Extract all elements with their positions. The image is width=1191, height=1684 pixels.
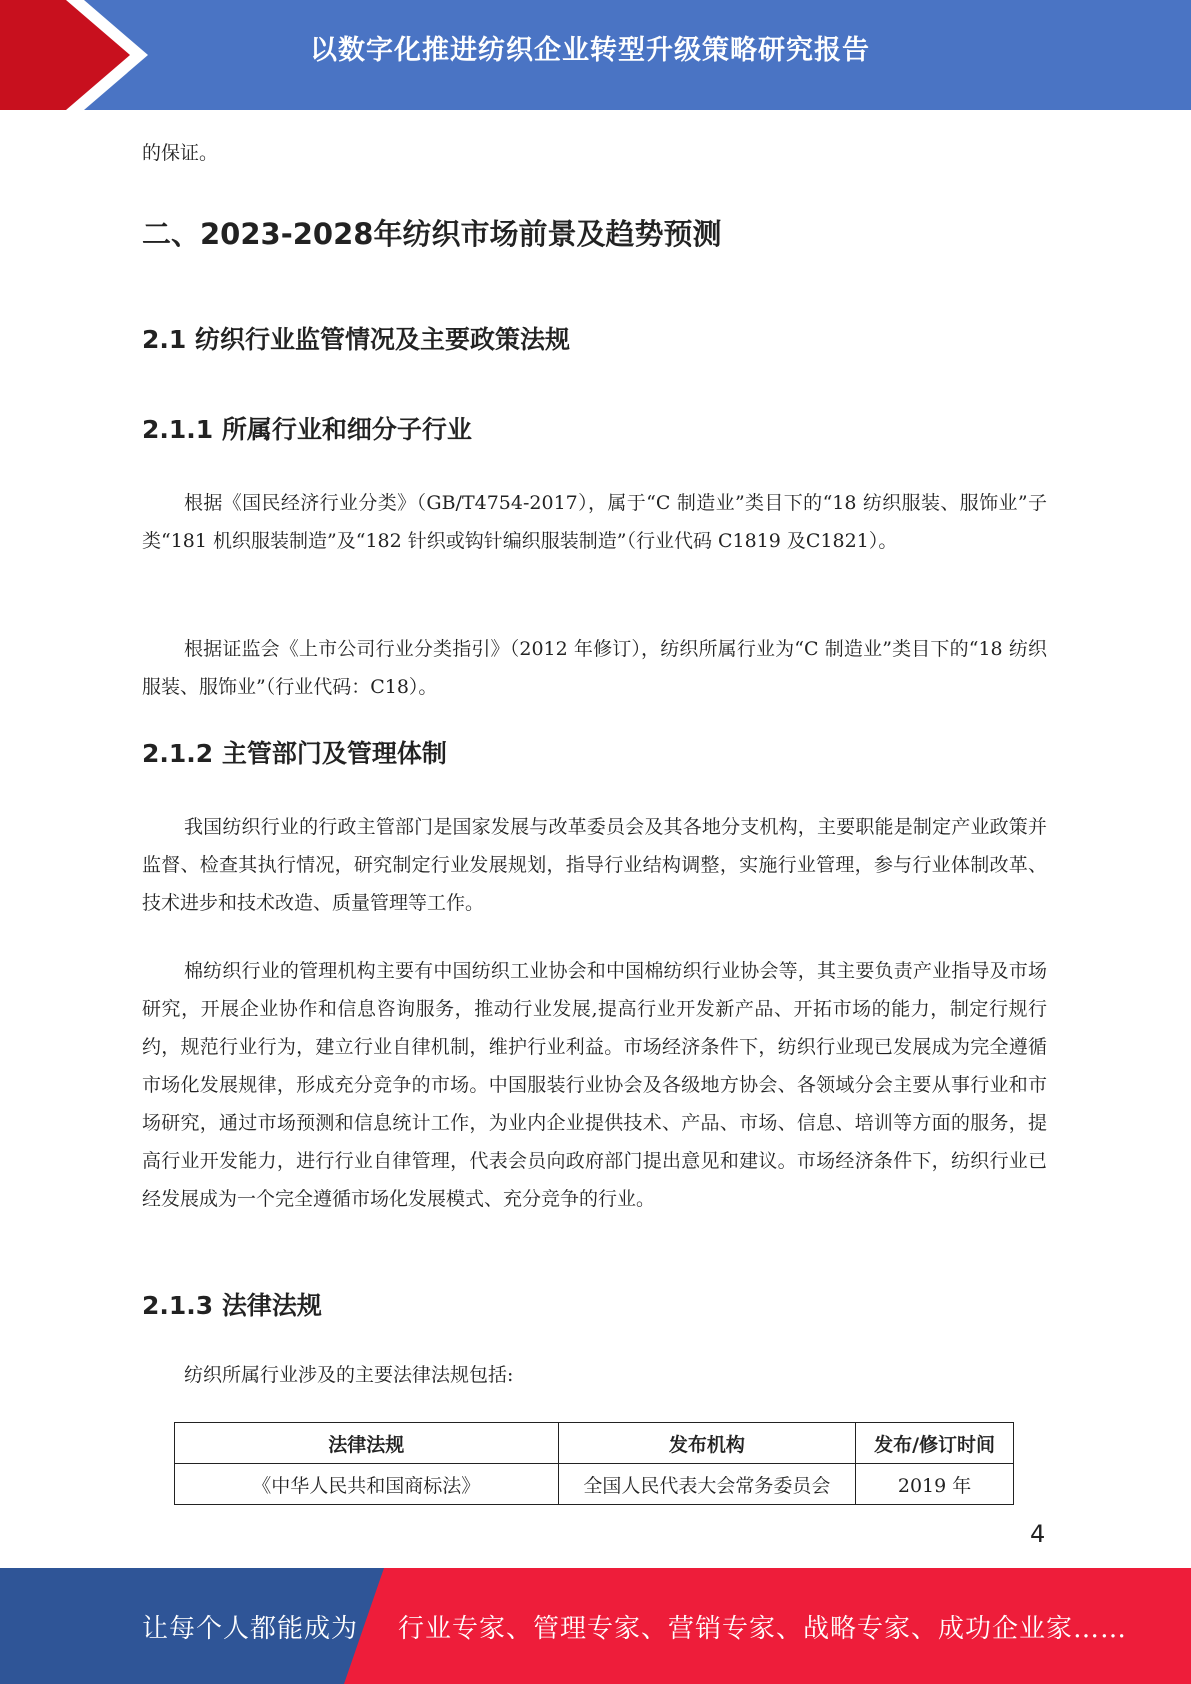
table-header-law: 法律法规 — [175, 1423, 559, 1464]
continuation-text: 的保证。 — [142, 142, 219, 164]
subsection-heading-2-1-3: 2.1.3 法律法规 — [142, 1291, 322, 1320]
footer-slogan-left: 让每个人都能成为 — [142, 1614, 359, 1644]
paragraph-laws-intro: 纺织所属行业涉及的主要法律法规包括: — [184, 1364, 514, 1386]
table-cell-date: 2019 年 — [856, 1464, 1014, 1505]
table-header-row — [175, 1423, 1014, 1464]
subsection-heading-2-1: 2.1 纺织行业监管情况及主要政策法规 — [142, 325, 570, 354]
table-header-issuer: 发布机构 — [558, 1423, 856, 1464]
laws-table — [174, 1422, 1014, 1505]
footer-slogan-right: 行业专家、管理专家、营销专家、战略专家、成功企业家…… — [398, 1614, 1128, 1644]
section-heading: 二、2023-2028年纺织市场前景及趋势预测 — [142, 217, 722, 251]
paragraph-industry-associations: 棉纺织行业的管理机构主要有中国纺织工业协会和中国棉纺织行业协会等，其主要负责产业指导及市场研究，开展企业协作和信息咨询服务，推动行业发展,提高行业开发新产品、开拓市场的能力，制定行规行约，规范行业行为，建立行业自律机制，维护行业利益。市场经济条件下，纺织行业现已发展成为完全遵循市场化发展规律，形成充分竞争的市场。中国服装行业协会及各级地方协会、各领域分会主要从事行业和市场研究，通过市场预测和信息统计工作，为业内企业提供技术、产品、市场、信息、培训等方面的服务，提高行业开发能力，进行行业自律管理，代表会员向政府部门提出意见和建议。市场经济条件下，纺织行业已经发展成为一个完全遵循市场化发展模式、充分竞争的行业。 — [142, 960, 1047, 1210]
table-row — [175, 1464, 1014, 1505]
subsection-heading-2-1-2: 2.1.2 主管部门及管理体制 — [142, 739, 447, 768]
table-cell-issuer: 全国人民代表大会常务委员会 — [558, 1464, 856, 1505]
page-header — [0, 0, 1191, 110]
page-footer — [0, 1568, 1191, 1684]
page-number: 4 — [1030, 1520, 1046, 1548]
paragraph-industry-classification: 根据《国民经济行业分类》（GB/T4754-2017），属于“C 制造业”类目下的“18 纺织服装、服饰业”子类“181 机织服装制造”及“182 针织或钩针编织服装制造”（行业代码 C1819 及C1821）。 — [142, 492, 1047, 552]
paragraph-regulatory-authority: 我国纺织行业的行政主管部门是国家发展与改革委员会及其各地分支机构，主要职能是制定产业政策并监督、检查其执行情况，研究制定行业发展规划，指导行业结构调整，实施行业管理，参与行业体制改革、技术进步和技术改造、质量管理等工作。 — [142, 816, 1047, 914]
paragraph-csrc-classification: 根据证监会《上市公司行业分类指引》（2012 年修订），纺织所属行业为“C 制造业”类目下的“18 纺织服装、服饰业”（行业代码：C18）。 — [142, 638, 1047, 698]
subsection-heading-2-1-1: 2.1.1 所属行业和细分子行业 — [142, 415, 472, 444]
report-title: 以数字化推进纺织企业转型升级策略研究报告 — [310, 35, 870, 66]
red-chevron-shape — [0, 0, 160, 110]
table-header-date: 发布/修订时间 — [856, 1423, 1014, 1464]
table-cell-law: 《中华人民共和国商标法》 — [175, 1464, 559, 1505]
